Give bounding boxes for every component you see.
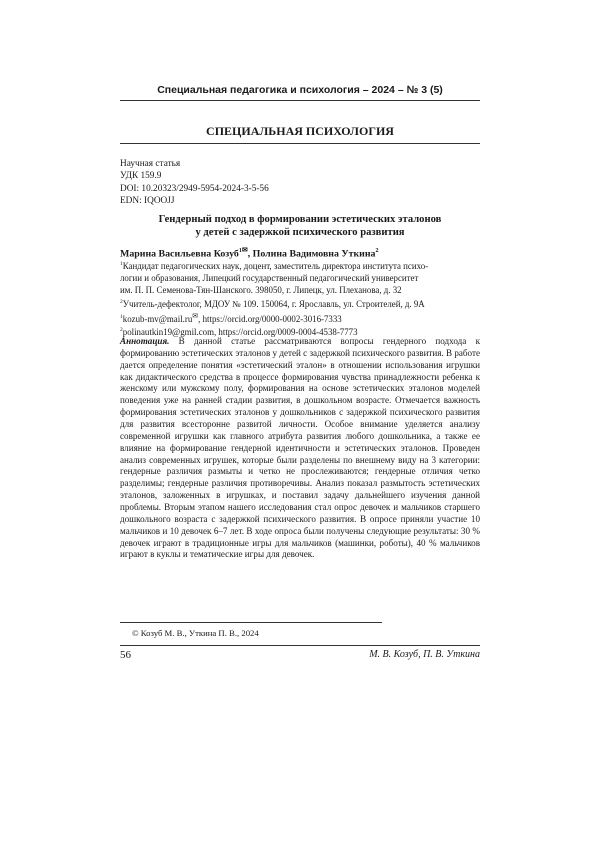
contact-1: $^1$kozub-mv@mail.ru✉, https://orcid.org/0000-0002-3016-7333 xyxy=(120,311,342,324)
doi: DOI: 10.20323/2949-5954-2024-3-5-56 xyxy=(120,183,269,194)
email-link-1[interactable]: kozub-mv@mail.ru xyxy=(122,313,193,324)
page-number: 56 xyxy=(120,649,131,661)
edn: EDN: IQOOJJ xyxy=(120,195,175,206)
article-title-line-2: у детей с задержкой психического развития xyxy=(195,227,405,238)
author-1: Марина Васильевна Козуб xyxy=(120,248,239,260)
journal-header: Специальная педагогика и психология – 2024 – № 3 (5) xyxy=(120,84,480,101)
author-1-sup: 1 xyxy=(238,248,242,254)
affiliation-2: $^2$Учитель-дефектолог, МДОУ № 109. 150064, г. Ярославль, ул. Строителей, д. 9А xyxy=(120,298,425,309)
abstract-label: Аннотация. xyxy=(120,336,170,346)
author-separator: , xyxy=(247,248,253,260)
article-type: Научная статья xyxy=(120,159,181,169)
affiliations xyxy=(120,259,480,339)
authors xyxy=(120,246,480,259)
orcid-link-1[interactable]: , https://orcid.org/0000-0002-3016-7333 xyxy=(198,313,342,324)
envelope-icon: ✉ xyxy=(192,311,199,320)
article-title xyxy=(120,213,480,239)
author-2: Полина Вадимовна Уткина xyxy=(252,248,376,260)
contact-2: $^2$polinautkin19@gmil.com, https://orcid.org/0009-0004-4538-7773 xyxy=(120,327,358,338)
section-title: СПЕЦИАЛЬНАЯ ПСИХОЛОГИЯ xyxy=(120,124,480,144)
affiliation-1: $^1$Кандидат педагогических наук, доцент, заместитель директора института психо- xyxy=(120,260,429,271)
footnote-divider xyxy=(120,622,382,623)
article-meta xyxy=(120,158,269,207)
abstract xyxy=(120,336,480,561)
footer-divider xyxy=(120,645,480,646)
udk: УДК 159.9 xyxy=(120,171,162,182)
article-title-line-1: Гендерный подход в формировании эстетических эталонов xyxy=(158,214,442,225)
affiliation-1-cont: логии и образования, Липецкий государственный педагогический университет xyxy=(120,272,419,283)
affiliation-1-cont-2: им. П. П. Семенова-Тян-Шанского. 398050, г. Липецк, ул. Плеханова, д. 32 xyxy=(120,284,402,295)
running-authors: М. В. Козуб, П. В. Уткина xyxy=(369,649,480,660)
envelope-icon: ✉ xyxy=(241,246,248,254)
contact-2-text[interactable]: polinautkin19@gmil.com, https://orcid.org/0009-0004-4538-7773 xyxy=(122,327,358,338)
abstract-text: В данной статье рассматриваются вопросы гендерного подхода к формированию эстетических эталонов у детей с задержкой психического развития. В работе дается определение понятия «эстетический эталон» в отношении использования игрушки как дидактического средства в процессе формирования чувства принадлежности ребенка к женскому или мужскому полу, формирования на основе эстетических эталонов моделей поведения уже на ранней стадии развития, в дошкольном возрасте. Отмечается важность формирования эстетических эталонов у дошкольников с задержкой психического развития для развития всесторонне развитой личности. Особое внимание уделяется анализу современной игрушки как главного атрибута развития любого дошкольника, а также ее влияние на формирование гендерной идентичности и эстетических эталонов. Проведен анализ современных игрушек, которые были разделены по внешнему виду на 3 категории: гендерные различия размыты и четко не прослеживаются; гендерные отличия четко разделимы; гендерные различия противоречивы. Анализ показал размытость эстетических эталонов, заложенных в игрушках, и поставил задачу дальнейшего изучения данной проблемы. Вторым этапом нашего исследования стал опрос девочек и мальчиков старшего дошкольного возраста с задержкой психического развития. В опросе приняли участие 10 мальчиков и 10 девочек 6–7 лет. В ходе опроса были получены следующие результаты: 30 % девочек играют в традиционные игры для мальчиков (машинки, роботы), 40 % мальчиков играют в куклы и тематические игры для девочек. xyxy=(120,336,480,560)
author-2-sup: 2 xyxy=(375,248,379,254)
copyright: © Козуб М. В., Уткина П. В., 2024 xyxy=(132,628,259,638)
